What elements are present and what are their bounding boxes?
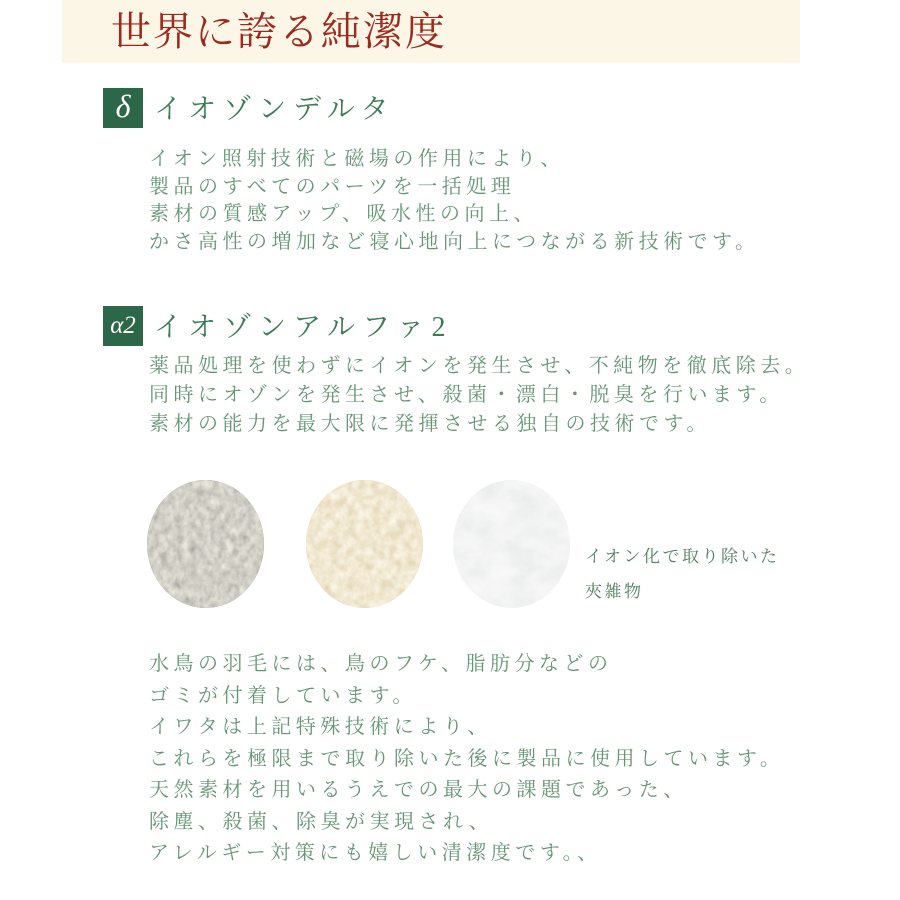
alpha2-glyph: α2	[110, 312, 136, 339]
text-line: 薬品処理を使わずにイオンを発生させ、不純物を徹底除去。	[149, 355, 810, 377]
delta-icon	[103, 88, 143, 128]
text-line: かさ高性の増加など寝心地向上につながる新技術です。	[149, 230, 760, 253]
text-line: 素材の質感アップ、吸水性の向上、	[149, 203, 538, 225]
delta-glyph: δ	[115, 88, 131, 124]
text-line: ゴミが付着しています。	[149, 684, 417, 707]
page-title: 世界に誇る純潔度	[111, 8, 447, 54]
section-heading-delta: イオゾンデルタ	[154, 94, 396, 125]
section-heading-alpha2: イオゾンアルファ2	[154, 312, 453, 343]
section-delta-paragraph	[149, 146, 760, 256]
text-line: 除塵、殺菌、除臭が実現され、	[149, 810, 494, 833]
text-line: これらを極限まで取り除いた後に製品に使用しています。	[149, 747, 785, 770]
text-line: 天然素材を用いるうえでの最大の課題であった、	[149, 779, 688, 801]
caption-line-1: イオン化で取り除いた	[585, 547, 780, 566]
text-line: 素材の能力を最大限に発揮させる独自の技術です。	[149, 413, 711, 435]
text-line: イオン照射技術と磁場の作用により、	[149, 148, 565, 170]
alpha2-icon	[103, 306, 143, 346]
section-alpha2-paragraph	[149, 352, 809, 439]
feather-sample-partially-cleaned-image	[306, 480, 423, 608]
header-band	[62, 0, 800, 63]
caption-line-2: 夾雑物	[585, 582, 644, 601]
feather-sample-clean-image	[453, 480, 570, 608]
text-line: イワタは上記特殊技術により、	[149, 716, 492, 738]
text-line: 製品のすべてのパーツを一括処理	[149, 175, 516, 198]
gallery-caption	[585, 539, 780, 609]
text-line: 水鳥の羽毛には、鳥のフケ、脂肪分などの	[149, 653, 613, 675]
text-line: アレルギー対策にも嬉しい清潔度です。、	[149, 842, 602, 864]
feather-sample-contaminated-image	[147, 480, 264, 608]
text-line: 同時にオゾンを発生させ、殺菌・漂白・脱臭を行います。	[149, 384, 784, 406]
closing-paragraph	[149, 649, 784, 870]
